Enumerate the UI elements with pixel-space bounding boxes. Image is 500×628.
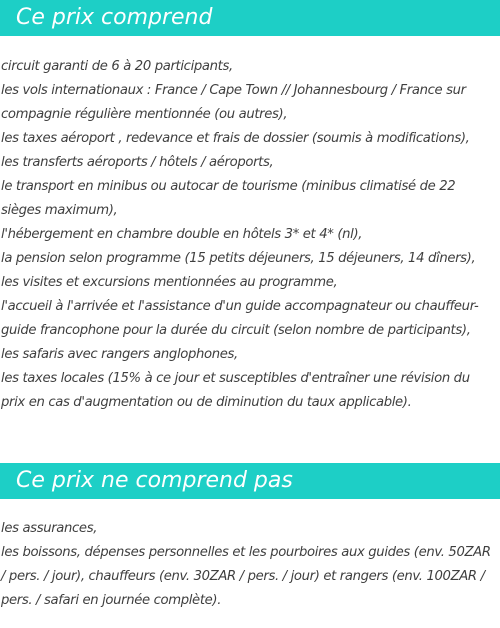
section-title-excluded: Ce prix ne comprend pas — [0, 463, 500, 499]
included-items-list — [1, 55, 497, 415]
section-title-included: Ce prix comprend — [0, 0, 500, 36]
list-item: le transport en minibus ou autocar de tourisme (minibus climatisé de 22 sièges maximum), — [1, 179, 456, 218]
list-item: les vols internationaux : France / Cape Town // Johannesbourg / France sur compagnie régulière mentionnée (ou autres), — [1, 83, 466, 122]
list-item: l'accueil à l'arrivée et l'assistance d'un guide accompagnateur ou chauffeur-guide francophone pour la durée du circuit (selon nombre de participants), — [1, 299, 479, 338]
list-item: la pension selon programme (15 petits déjeuners, 15 déjeuners, 14 dîners), — [1, 251, 476, 266]
list-item: les assurances, — [1, 521, 98, 536]
list-item: les safaris avec rangers anglophones, — [1, 347, 238, 362]
excluded-items-list — [1, 517, 497, 613]
list-item: les taxes aéroport , redevance et frais de dossier (soumis à modifications), — [1, 131, 470, 146]
list-item: circuit garanti de 6 à 20 participants, — [1, 59, 233, 74]
list-item: les transferts aéroports / hôtels / aéroports, — [1, 155, 274, 170]
list-item: les visites et excursions mentionnées au programme, — [1, 275, 338, 290]
list-item: l'hébergement en chambre double en hôtels 3* et 4* (nl), — [1, 227, 363, 242]
list-item: les boissons, dépenses personnelles et les pourboires aux guides (env. 50ZAR / pers. / jour), chauffeurs (env. 30ZAR / pers. / jour) et rangers (env. 100ZAR / pers. / safari en journée complète). — [1, 545, 491, 608]
list-item: les taxes locales (15% à ce jour et susceptibles d'entraîner une révision du prix en cas d'augmentation ou de diminution du taux applicable). — [1, 371, 470, 410]
